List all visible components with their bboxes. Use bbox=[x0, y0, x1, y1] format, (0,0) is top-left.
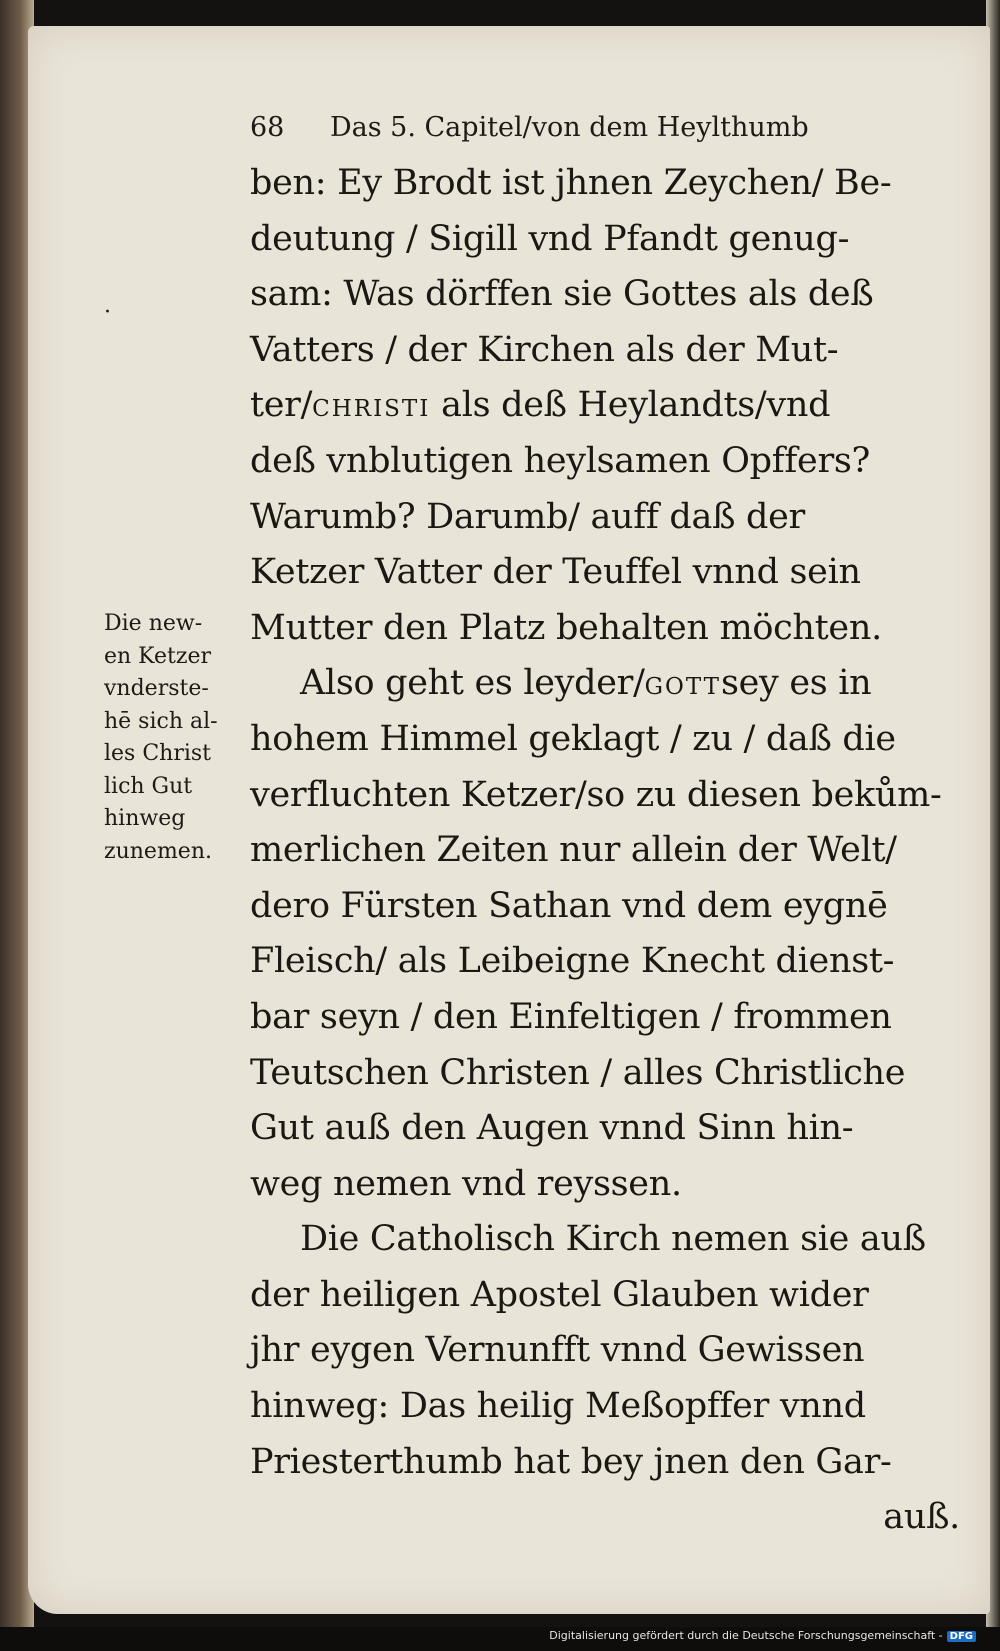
show-through-text bbox=[92, 150, 242, 370]
text-line: der heiligen Apostel Glauben wider bbox=[250, 1274, 869, 1315]
small-caps-name: GOTT bbox=[644, 674, 721, 701]
text-line: Mutter den Platz behalten möchten. bbox=[250, 607, 882, 648]
margin-note-line: les Christ bbox=[104, 741, 212, 766]
text-line: sam: Was dörffen sie Gottes als deß bbox=[250, 274, 874, 315]
text-line: Ketzer Vatter der Teuffel vnnd sein bbox=[250, 552, 861, 593]
dfg-logo: DFG bbox=[947, 1631, 976, 1642]
margin-note-line: lich Gut bbox=[104, 773, 193, 799]
text-line: verfluchten Ketzer/so zu diesen bekům- bbox=[250, 774, 942, 815]
text-line: Teutschen Christen / alles Christliche bbox=[250, 1052, 906, 1093]
catchword: auß. bbox=[883, 1497, 960, 1538]
text-line: dero Fürsten Sathan vnd dem eygnē bbox=[250, 885, 888, 926]
running-title: Das 5. Capitel/von dem Heylthumb bbox=[330, 112, 809, 143]
text-line: Vatters / der Kirchen als der Mut- bbox=[250, 329, 839, 370]
text-line: ben: Ey Brodt ist jhnen Zeychen/ Be- bbox=[250, 163, 892, 203]
text-line: deutung / Sigill vnd Pfandt genug- bbox=[250, 218, 850, 259]
text-line: Gut auß den Augen vnnd Sinn hin- bbox=[250, 1108, 854, 1149]
margin-note-line: hē sich al- bbox=[104, 708, 218, 734]
small-caps-name: CHRISTI bbox=[312, 396, 431, 423]
text-fragment: als deß Heylandts/vnd bbox=[430, 385, 831, 426]
text-line: hinweg: Das heilig Meßopffer vnnd bbox=[250, 1386, 866, 1427]
margin-note-line: Die new- bbox=[104, 611, 203, 636]
text-line: Fleisch/ als Leibeigne Knecht dienst- bbox=[250, 941, 895, 982]
text-line: bar seyn / den Einfeltigen / frommen bbox=[250, 996, 892, 1037]
text-line bbox=[250, 656, 980, 712]
text-fragment: sey es in bbox=[720, 663, 872, 704]
funding-credit bbox=[549, 1629, 976, 1647]
text-line bbox=[250, 378, 980, 434]
margin-mark: · bbox=[104, 300, 111, 325]
text-line: merlichen Zeiten nur allein der Welt/ bbox=[250, 830, 897, 871]
text-line: Priesterthumb hat bey jnen den Gar- bbox=[250, 1441, 892, 1482]
running-header bbox=[250, 108, 930, 152]
text-line: deß vnblutigen heylsamen Opffers? bbox=[250, 440, 871, 481]
text-line: Die Catholisch Kirch nemen sie auß bbox=[300, 1219, 926, 1260]
margin-note-line: vnderste- bbox=[104, 676, 209, 701]
text-line: jhr eygen Vernunfft vnnd Gewissen bbox=[250, 1330, 865, 1371]
text-fragment: ter/ bbox=[250, 385, 313, 426]
marginal-note bbox=[104, 608, 244, 868]
body-text bbox=[250, 156, 980, 1546]
margin-note-line: en Ketzer bbox=[104, 643, 212, 669]
page-number: 68 bbox=[250, 112, 285, 143]
text-line: hohem Himmel geklagt / zu / daß die bbox=[250, 718, 896, 759]
text-fragment: Also geht es leyder/ bbox=[300, 663, 645, 704]
margin-note-line: zunemen. bbox=[104, 838, 212, 864]
funding-credit-text: Digitalisierung gefördert durch die Deutsche Forschungsgemeinschaft - bbox=[549, 1629, 943, 1642]
text-line: weg nemen vnd reyssen. bbox=[250, 1163, 682, 1204]
margin-note-line: hinweg bbox=[104, 806, 186, 831]
text-line: Warumb? Darumb/ auff daß der bbox=[250, 496, 805, 537]
